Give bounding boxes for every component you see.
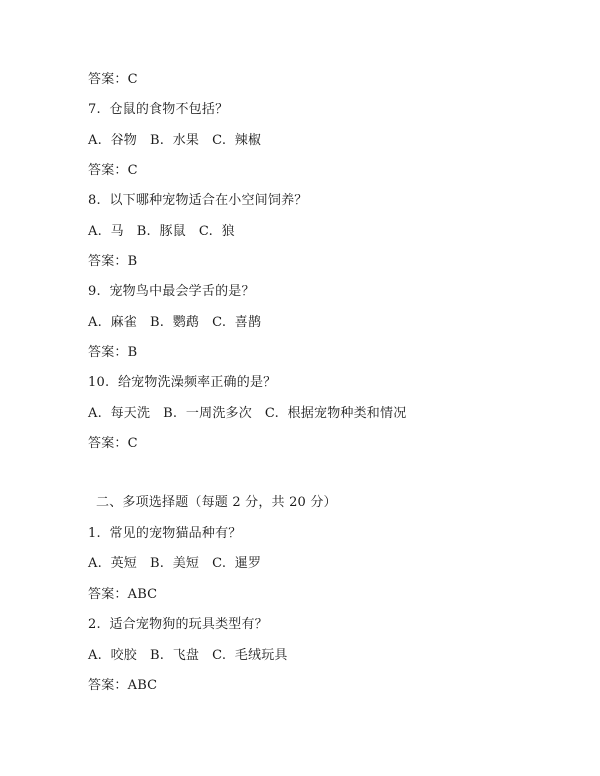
options-line: A. 每天洗 B. 一周洗多次 C. 根据宠物种类和情况 bbox=[88, 406, 407, 421]
answer-line: 答案：B bbox=[88, 254, 138, 269]
section-title: 二、多项选择题（每题 2 分，共 20 分） bbox=[96, 495, 337, 510]
answer-line: 答案：C bbox=[88, 163, 138, 178]
question-line: 8. 以下哪种宠物适合在小空间饲养？ bbox=[88, 193, 308, 208]
answer-line: 答案：B bbox=[88, 345, 138, 360]
answer-line: 答案：C bbox=[88, 72, 138, 87]
question-line: 2. 适合宠物狗的玩具类型有？ bbox=[88, 617, 268, 632]
options-line: A. 谷物 B. 水果 C. 辣椒 bbox=[88, 133, 262, 148]
question-line: 1. 常见的宠物猫品种有？ bbox=[88, 526, 242, 541]
answer-line: 答案：ABC bbox=[88, 678, 158, 693]
question-line: 9. 宠物鸟中最会学舌的是？ bbox=[88, 284, 255, 299]
options-line: A. 马 B. 豚鼠 C. 狼 bbox=[88, 224, 235, 239]
answer-line: 答案：ABC bbox=[88, 587, 158, 602]
options-line: A. 咬胶 B. 飞盘 C. 毛绒玩具 bbox=[88, 648, 288, 663]
answer-line: 答案：C bbox=[88, 436, 138, 451]
options-line: A. 麻雀 B. 鹦鹉 C. 喜鹊 bbox=[88, 315, 262, 330]
question-line: 7. 仓鼠的食物不包括？ bbox=[88, 102, 229, 117]
options-line: A. 英短 B. 美短 C. 暹罗 bbox=[88, 556, 262, 571]
question-line: 10. 给宠物洗澡频率正确的是？ bbox=[88, 375, 277, 390]
